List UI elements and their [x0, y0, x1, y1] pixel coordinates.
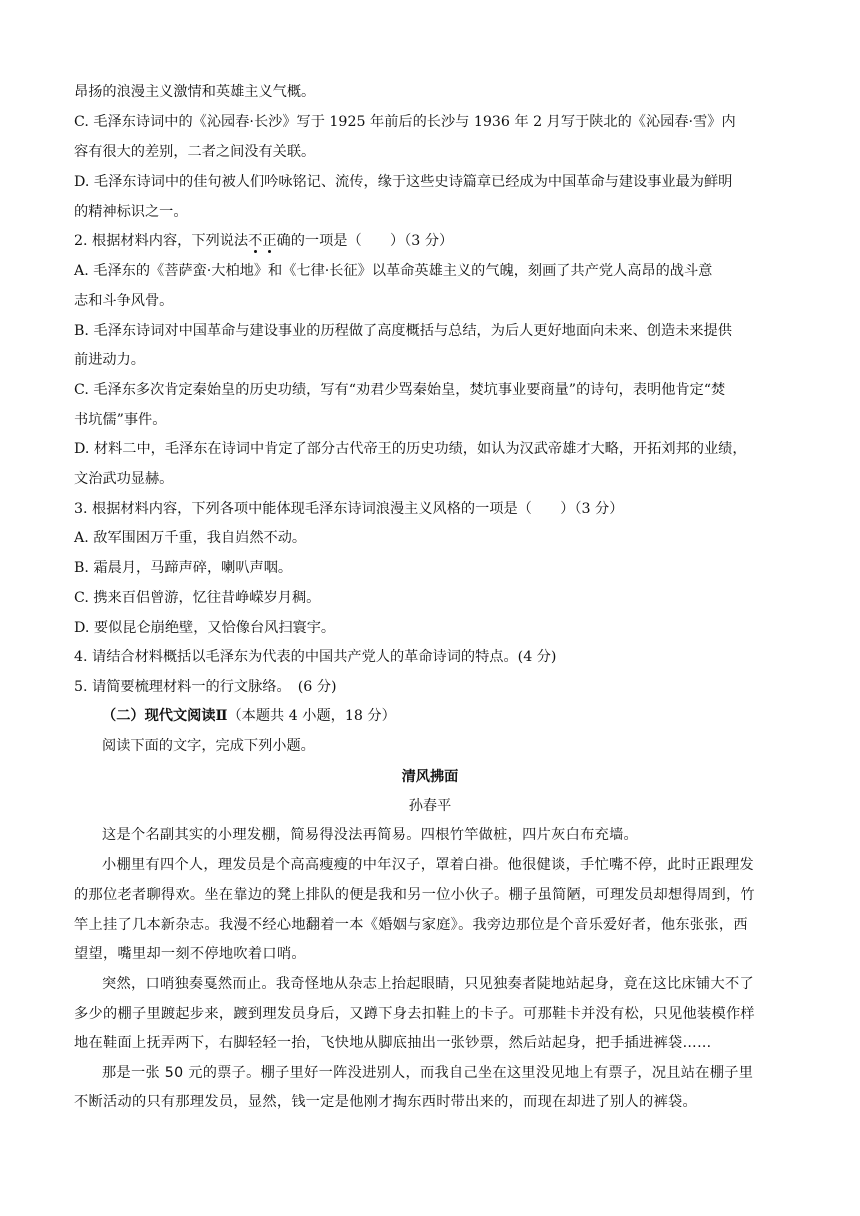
- paragraph-line: 不断活动的只有那理发员，显然，钱一定是他刚才掏东西时带出来的，而现在却进了别人的裤袋。: [74, 1094, 697, 1110]
- question-3: 3. 根据材料内容，下列各项中能体现毛泽东诗词浪漫主义风格的一项是（ ）（3 分）: [74, 501, 624, 517]
- option-c: C. 毛泽东诗词中的《沁园春·长沙》写于 1925 年前后的长沙与 1936 年 2 月写于陕北的《沁园春·雪》内: [74, 114, 736, 130]
- question-2-suffix: 确的一项是（ ）（3 分）: [276, 233, 454, 249]
- section-heading: [102, 706, 396, 726]
- question-2-prefix: 2. 根据材料内容，下列说法: [74, 233, 249, 249]
- paragraph-line: 地在鞋面上抚弄两下，右脚轻轻一抬，飞快地从脚底抽出一张钞票，然后站起身，把手插进裤袋……: [74, 1035, 712, 1051]
- question-5: 5. 请简要梳理材料一的行文脉络。 (6 分): [74, 679, 337, 695]
- text-line: 文治武功显赫。: [74, 471, 174, 487]
- story-author: 孙春平: [408, 798, 452, 814]
- paragraph-line: 多少的棚子里踱起步来，踱到理发员身后，又蹲下身去扣鞋上的卡子。可那鞋卡并没有松，只见他装模作样: [74, 1006, 755, 1022]
- question-4: 4. 请结合材料概括以毛泽东为代表的中国共产党人的革命诗词的特点。(4 分): [74, 649, 557, 665]
- text-line: 志和斗争风骨。: [74, 293, 174, 309]
- option-d: D. 材料二中，毛泽东在诗词中肯定了部分古代帝王的历史功绩，如认为汉武帝雄才大略，开拓刘邦的业绩，: [74, 441, 747, 457]
- section-title: （二）现代文阅读Ⅱ: [102, 708, 228, 724]
- section-note: （本题共 4 小题，18 分）: [227, 708, 396, 724]
- option-d: D. 要似昆仑崩绝壁，又恰像台风扫寰宇。: [74, 620, 336, 636]
- option-b: B. 毛泽东诗词对中国革命与建设事业的历程做了高度概括与总结，为后人更好地面向未来、创造未来提供: [74, 323, 732, 339]
- paragraph-line: 突然，口哨独奏戛然而止。我奇怪地从杂志上抬起眼睛，只见独奏者陡地站起身，竟在这比床铺大不了: [102, 976, 754, 992]
- paragraph-line: 那是一张 50 元的票子。棚子里好一阵没进别人，而我自己坐在这里没见地上有票子，况且站在棚子里: [102, 1065, 754, 1081]
- story-title: 清风拂面: [401, 769, 459, 785]
- text-line: 的精神标识之一。: [74, 204, 188, 220]
- emphasis-char: 不: [248, 233, 263, 249]
- option-c: C. 携来百侣曾游，忆往昔峥嵘岁月稠。: [74, 590, 321, 606]
- text-line: 书坑儒”事件。: [74, 412, 167, 428]
- emphasis-char: 正: [262, 233, 277, 249]
- option-d: D. 毛泽东诗词中的佳句被人们吟咏铭记、流传，缘于这些史诗篇章已经成为中国革命与建设事业最为鲜明: [74, 174, 733, 190]
- question-2: [74, 231, 453, 251]
- paragraph-line: 小棚里有四个人，理发员是个高高瘦瘦的中年汉子，罩着白褂。他很健谈，手忙嘴不停，此时正跟理发: [102, 857, 754, 873]
- option-c: C. 毛泽东多次肯定秦始皇的历史功绩，写有“劝君少骂秦始皇，焚坑事业要商量”的诗句，表明他肯定“焚: [74, 382, 726, 398]
- instruction: 阅读下面的文字，完成下列小题。: [102, 738, 315, 754]
- paragraph-line: 竿上挂了几本新杂志。我漫不经心地翻着一本《婚姻与家庭》。我旁边那位是个音乐爱好者，他东张张，西: [74, 917, 748, 933]
- option-a: A. 敌军围困万千重，我自岿然不动。: [74, 530, 307, 546]
- paragraph-line: 望望，嘴里却一刻不停地吹着口哨。: [74, 946, 306, 962]
- paragraph-line: 这是个名副其实的小理发棚，简易得没法再简易。四根竹竿做桩，四片灰白布充墙。: [102, 827, 639, 843]
- text-line: 昂扬的浪漫主义激情和英雄主义气概。: [74, 84, 316, 100]
- option-b: B. 霜晨月，马蹄声碎，喇叭声咽。: [74, 560, 293, 576]
- paragraph-line: 的那位老者聊得欢。坐在靠边的凳上排队的便是我和另一位小伙子。棚子虽简陋，可理发员却想得周到，竹: [74, 887, 755, 903]
- option-a: A. 毛泽东的《菩萨蛮·大柏地》和《七律·长征》以革命英雄主义的气魄，刻画了共产党人高昂的战斗意: [74, 263, 713, 279]
- text-line: 前进动力。: [74, 352, 145, 368]
- text-line: 容有很大的差别，二者之间没有关联。: [74, 144, 316, 160]
